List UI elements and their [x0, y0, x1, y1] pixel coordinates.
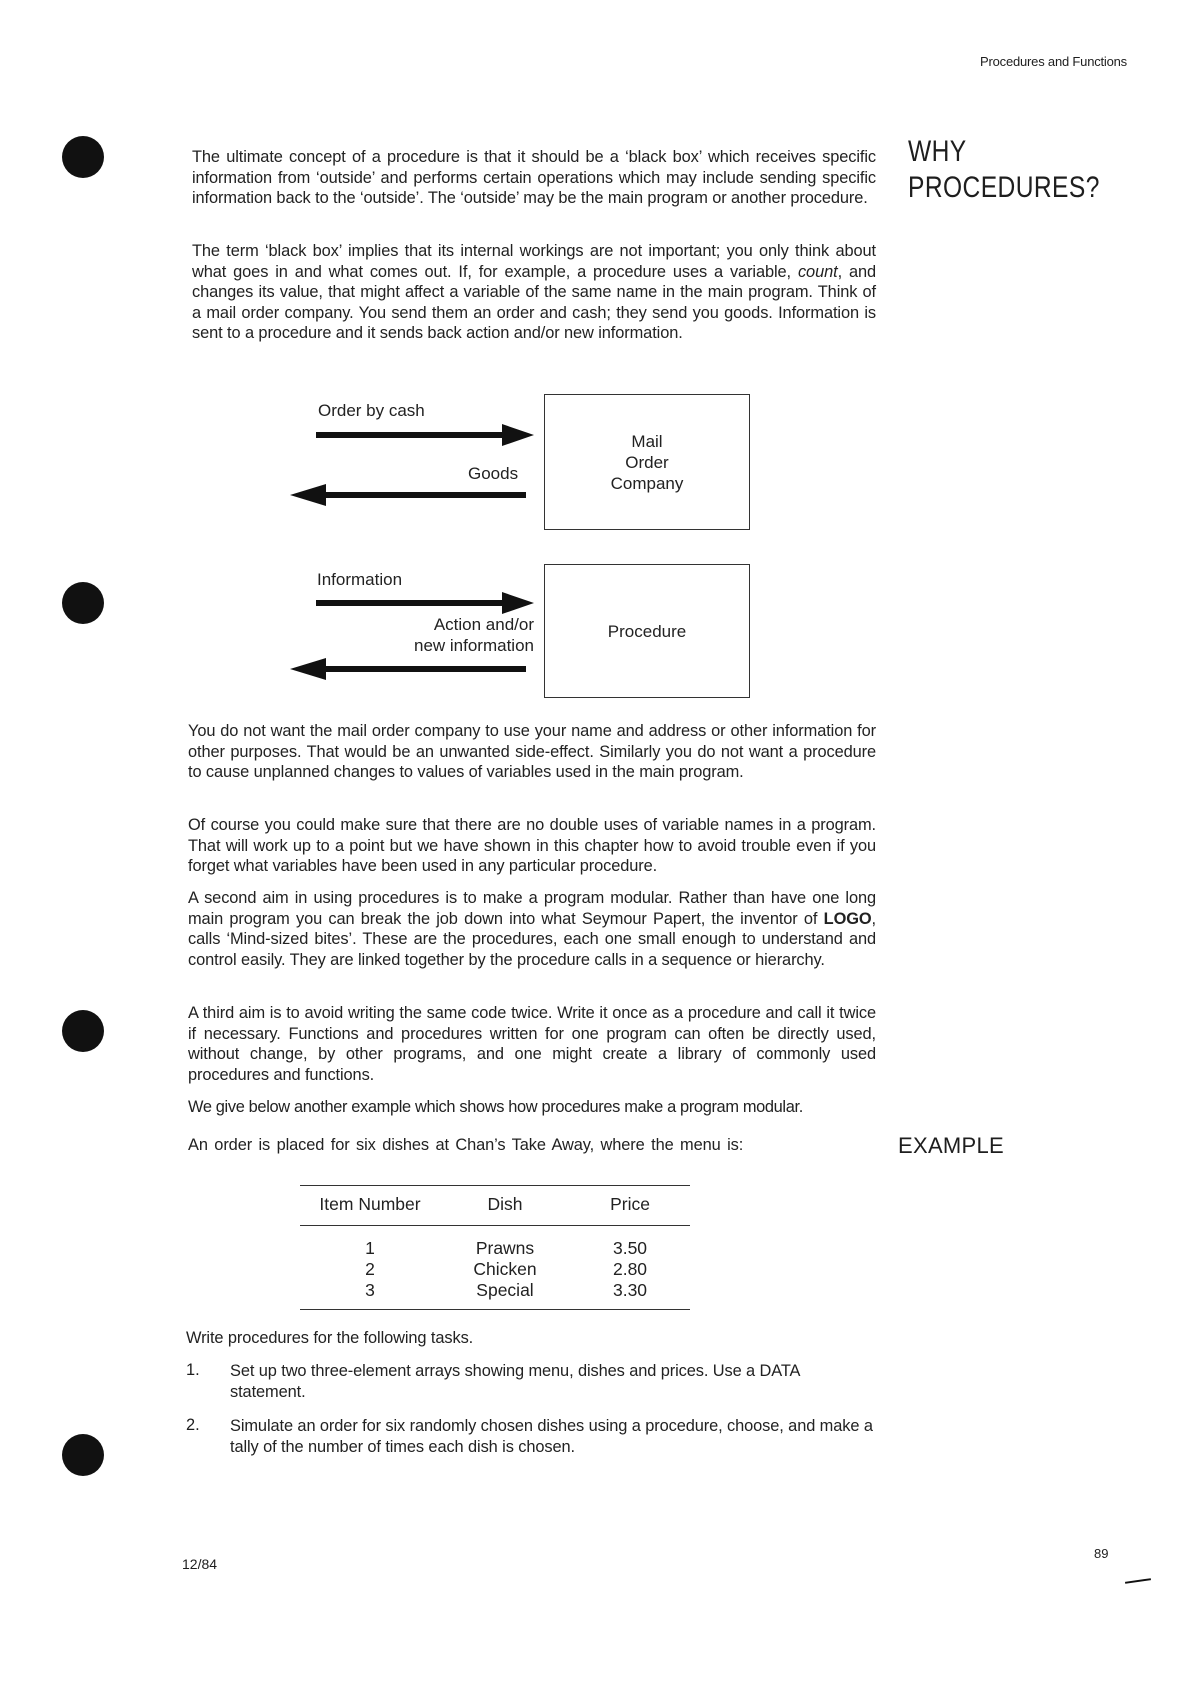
dish-name: Prawns — [475, 1238, 535, 1258]
table-row — [300, 1238, 690, 1259]
item-number: 1 — [365, 1238, 375, 1258]
why-heading-line2: PROCEDURES? — [908, 171, 1100, 204]
item-number: 3 — [365, 1280, 375, 1300]
dish-name: Chicken — [473, 1259, 537, 1279]
running-header: Procedures and Functions — [980, 54, 1127, 69]
procedure-box-label: Procedure — [607, 622, 687, 641]
box-line-order: Order — [625, 453, 669, 472]
column-header-dish: Dish — [487, 1194, 523, 1214]
item-number: 2 — [365, 1259, 375, 1279]
menu-table-container — [300, 1185, 690, 1310]
column-header-price: Price — [610, 1194, 650, 1214]
binder-hole — [62, 136, 104, 178]
order-by-cash-label: Order by cash — [318, 401, 425, 420]
mail-order-diagram — [290, 392, 760, 532]
dish-price: 2.80 — [612, 1259, 648, 1279]
p5-logo: LOGO — [823, 909, 872, 928]
box-line-company: Company — [610, 474, 684, 493]
body-paragraph-order: An order is placed for six dishes at Chan’s Take Away, where the menu is: — [188, 1136, 744, 1154]
body-paragraph-side-effects: You do not want the mail order company to use your name and address or other information for other purposes. That would be an unwanted side-effect. Similarly you do not want a procedure to cause unplanned changes to values of variables used in the main program. — [188, 722, 876, 782]
body-paragraph-example-intro: We give below another example which shows how procedures make a program modular. — [188, 1098, 803, 1116]
body-paragraph-reuse: A third aim is to avoid writing the same code twice. Write it once as a procedure and call it twice if necessary. Functions and procedures written for one program can often be directly used, without change, by other programs, and one might create a library of commonly used procedures and functions. — [188, 1004, 876, 1084]
binder-hole — [62, 1010, 104, 1052]
task-item-1: Set up two three-element arrays showing menu, dishes and prices. Use a DATA statement. — [230, 1362, 800, 1401]
why-procedures-heading — [908, 134, 1100, 206]
task-number: 1. — [186, 1361, 200, 1379]
p5-text-b: , calls ‘Mind-sized bites’. These are the procedures, each one small enough to understand and control easily. They are linked together by the procedure calls in a sequence or hierarchy. — [188, 909, 876, 969]
dish-price: 3.30 — [612, 1280, 648, 1300]
action-new-information-label — [386, 614, 534, 656]
intro-paragraph-2 — [192, 241, 876, 344]
why-heading-line1: WHY — [908, 135, 967, 168]
page-mark — [1125, 1578, 1151, 1584]
task-item-2: Simulate an order for six randomly chosen dishes using a procedure, choose, and make a tally of the number of times each dish is chosen. — [230, 1417, 873, 1456]
body-paragraph-modular — [188, 888, 876, 970]
body-paragraph-variable-names: Of course you could make sure that there are no double uses of variable names in a program. That will work up to a point but we have shown in this chapter how to avoid trouble even if you forget what variables have been used in any particular procedure. — [188, 816, 876, 876]
procedure-box — [544, 564, 750, 698]
p5-text-a: A second aim in using procedures is to make a program modular. Rather than have one long main program you can break the job down into what Seymour Papert, the inventor of — [188, 889, 876, 928]
table-row — [300, 1280, 690, 1301]
left-arrow-icon — [290, 658, 526, 682]
out-label-line1: Action and/or — [433, 615, 534, 634]
goods-label: Goods — [468, 464, 519, 483]
task-number: 2. — [186, 1416, 200, 1434]
out-label-line2: new information — [413, 636, 534, 655]
menu-table-header-row — [300, 1186, 690, 1226]
column-header-item-number: Item Number — [319, 1194, 421, 1214]
right-arrow-icon — [316, 592, 534, 616]
mail-order-company-box — [544, 394, 750, 530]
example-heading: EXAMPLE — [898, 1133, 1005, 1158]
footer-date: 12/84 — [182, 1556, 218, 1572]
p2-text-b: , and changes its value, that might affect a variable of the same name in the main program. Think of a mail order company. You send them an order and cash; they send you goods. Information is sent to a procedure and it sends back action and/or new information. — [192, 262, 876, 343]
left-arrow-icon — [290, 484, 526, 508]
tasks-intro: Write procedures for the following tasks. — [186, 1329, 474, 1347]
box-line-mail: Mail — [631, 432, 663, 451]
binder-hole — [62, 582, 104, 624]
dish-name: Special — [476, 1280, 534, 1300]
binder-hole — [62, 1434, 104, 1476]
menu-table — [300, 1186, 690, 1309]
page-number: 89 — [1094, 1546, 1109, 1561]
right-arrow-icon — [316, 424, 534, 448]
p2-italic-count: count — [797, 262, 838, 281]
dish-price: 3.50 — [612, 1238, 648, 1258]
intro-paragraph-1: The ultimate concept of a procedure is that it should be a ‘black box’ which receives specific information from ‘outside’ and performs certain operations which may include sending specific information back to the ‘outside’. The ‘outside’ may be the main program or another procedure. — [192, 148, 876, 208]
procedure-diagram — [290, 562, 760, 702]
table-row — [300, 1259, 690, 1280]
information-label: Information — [317, 570, 403, 589]
p2-text-a: The term ‘black box’ implies that its internal workings are not important; you only think about what goes in and what comes out. If, for example, a procedure uses a variable, — [192, 242, 876, 281]
